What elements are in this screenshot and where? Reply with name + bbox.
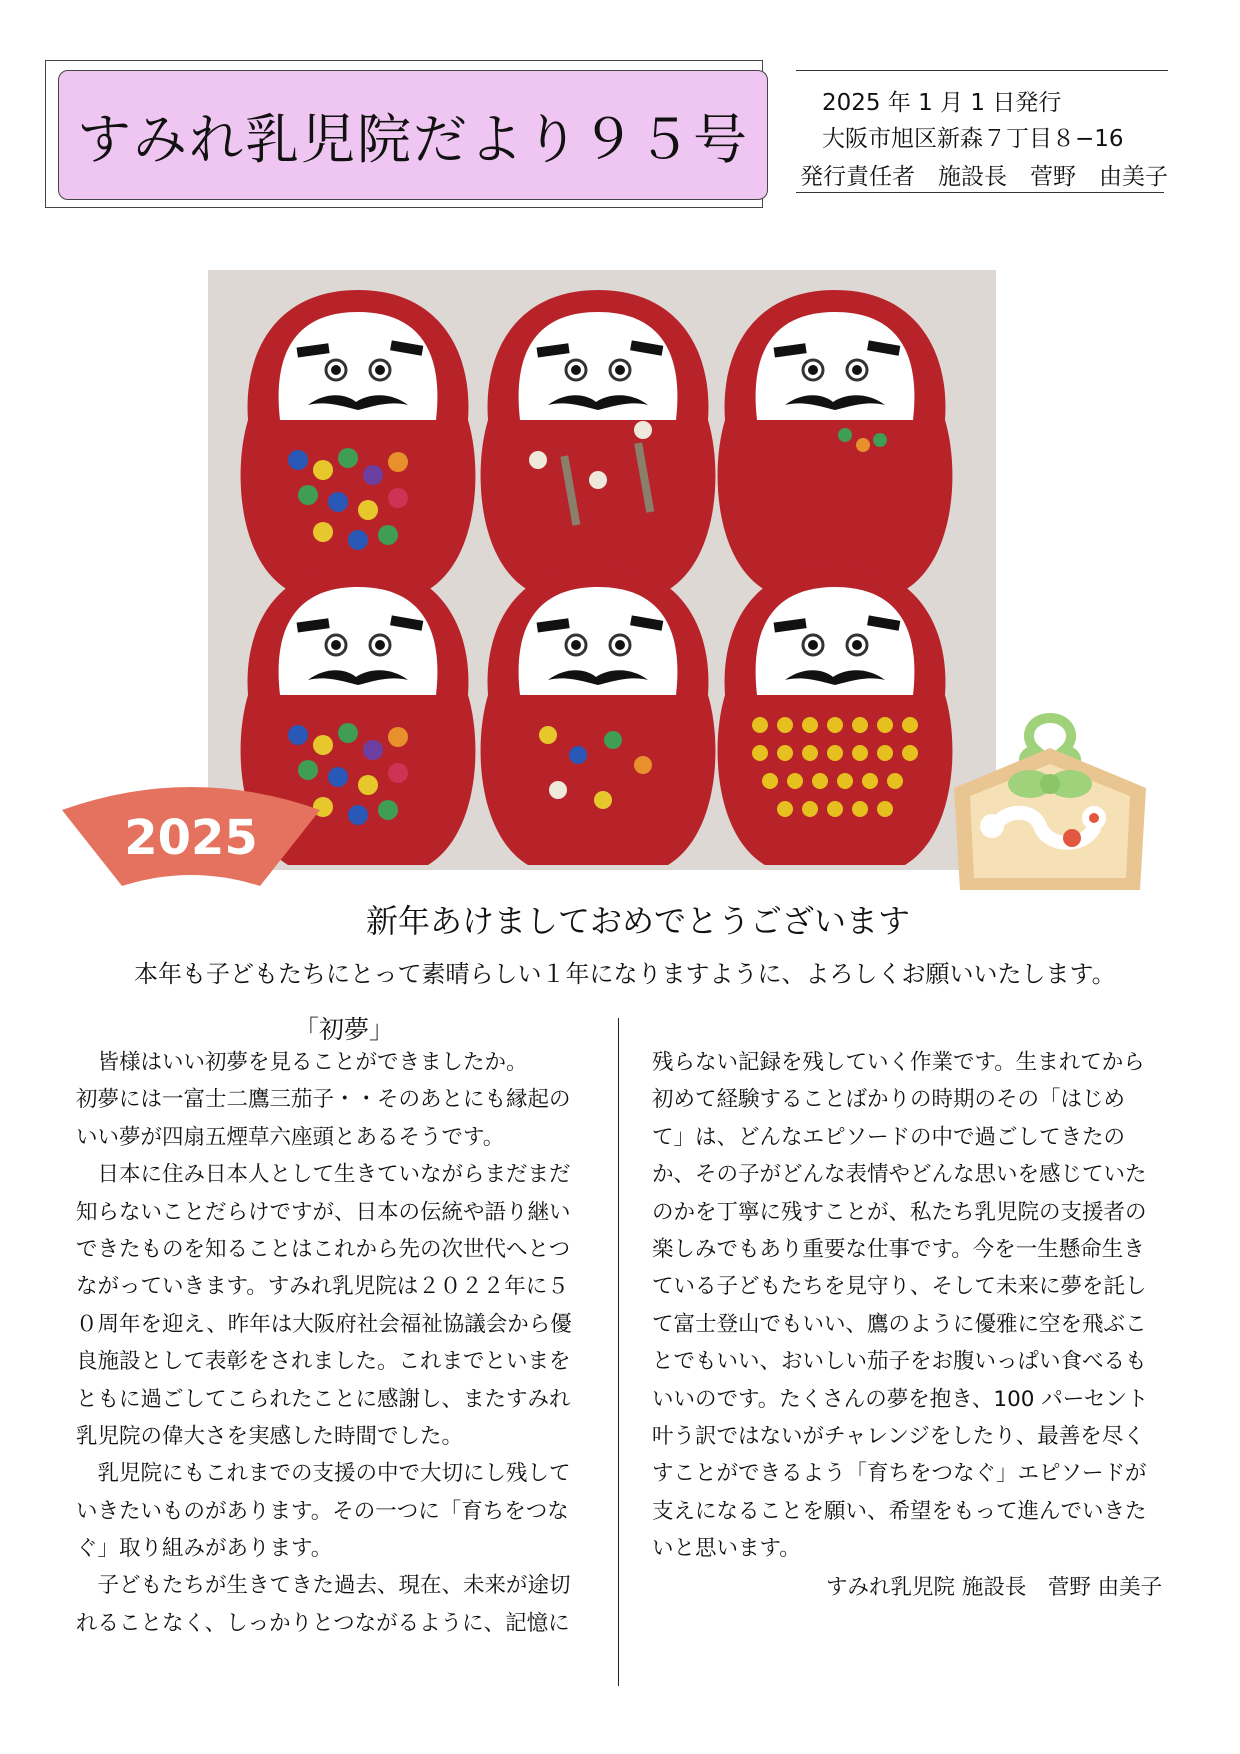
text-line: ぐ」取り組みがあります。 [76, 1536, 333, 1562]
text-line: いと思います。 [652, 1536, 801, 1562]
title-box [58, 70, 768, 200]
info-top-rule [796, 70, 1168, 71]
newsletter-title: すみれ乳児院だより９５号 [77, 107, 749, 171]
text-line: いい夢が四扇五煙草六座頭とあるそうです。 [76, 1124, 505, 1150]
text-line: ながっていきます。すみれ乳児院は２０２２年に５ [76, 1274, 569, 1300]
column-divider [618, 1018, 619, 1686]
text-line: とでもいい、おいしい茄子をお腹いっぱい食べるも [652, 1349, 1147, 1375]
text-line: いいのです。たくさんの夢を抱き、100 パーセント [652, 1386, 1149, 1412]
text-line: 良施設として表彰をされました。これまでといまを [76, 1349, 571, 1375]
new-year-headline [0, 896, 1240, 942]
text-line: のかを丁寧に残すことが、私たち乳児院の支援者の [652, 1199, 1147, 1225]
article-signature: すみれ乳児院 施設長 菅野 由美子 [826, 1575, 1163, 1600]
daruma-photo [208, 270, 996, 870]
address: 大阪市旭区新森７丁目８−16 [822, 126, 1124, 152]
new-year-message: 本年も子どもたちにとって素晴らしい１年になりますように、よろしくお願いいたします。 [134, 960, 1116, 988]
text-line: 乳児院の偉大さを実感した時間でした。 [76, 1423, 464, 1449]
text-line: 知らないことだらけですが、日本の伝統や語り継い [76, 1199, 571, 1225]
text-line: 日本に住み日本人として生きていながらまだまだ [76, 1162, 571, 1188]
text-line: 叶う訳ではないがチャレンジをしたり、最善を尽く [652, 1423, 1145, 1449]
text-line: れることなく、しっかりとつながるように、記憶に [76, 1610, 570, 1636]
text-line: 皆様はいい初夢を見ることができましたか。 [76, 1050, 528, 1075]
article-right-column [652, 1044, 1172, 1567]
issue-date: 2025 年 1 月 1 日発行 [822, 90, 1062, 116]
headline-text: 新年あけましておめでとうございます [365, 902, 910, 940]
text-line: いきたいものがあります。その一つに「育ちをつな [76, 1498, 569, 1524]
text-line: ともに過ごしてこられたことに感謝し、またすみれ [76, 1386, 571, 1412]
text-line: て」は、どんなエピソードの中で過ごしてきたの [652, 1124, 1126, 1150]
article-left-column [76, 1044, 606, 1642]
text-line: ている子どもたちを見守り、そして未来に夢を託し [652, 1274, 1147, 1300]
text-line: すことができるよう「育ちをつなぐ」エピソードが [652, 1461, 1147, 1487]
text-line: 初夢には一富士二鷹三茄子・・そのあとにも縁起の [76, 1087, 571, 1113]
article-title: 「初夢」 [294, 1015, 395, 1044]
text-line: 乳児院にもこれまでの支援の中で大切にし残して [76, 1461, 571, 1487]
text-line: か、その子がどんな表情やどんな思いを感じていた [652, 1162, 1147, 1188]
ema-plaque-icon [944, 708, 1156, 894]
year-fan-icon [62, 782, 320, 890]
year-text: 2025 [124, 810, 258, 866]
text-line: 楽しみでもあり重要な仕事です。今を一生懸命生き [652, 1236, 1145, 1262]
text-line: て富士登山でもいい、鷹のように優雅に空を飛ぶこ [652, 1311, 1147, 1337]
info-bottom-rule [796, 192, 1164, 193]
publisher: 発行責任者 施設長 菅野 由美子 [800, 164, 1168, 190]
text-line: 初めて経験することばかりの時期のその「はじめ [652, 1087, 1126, 1113]
text-line: 子どもたちが生きてきた過去、現在、未来が途切 [76, 1573, 571, 1599]
text-line: 残らない記録を残していく作業です。生まれてから [652, 1050, 1145, 1075]
text-line: 支えになることを願い、希望をもって進んでいきた [652, 1498, 1147, 1524]
text-line: できたものを知ることはこれから先の次世代へとつ [76, 1236, 571, 1262]
text-line: ０周年を迎え、昨年は大阪府社会福祉協議会から優 [76, 1311, 572, 1337]
